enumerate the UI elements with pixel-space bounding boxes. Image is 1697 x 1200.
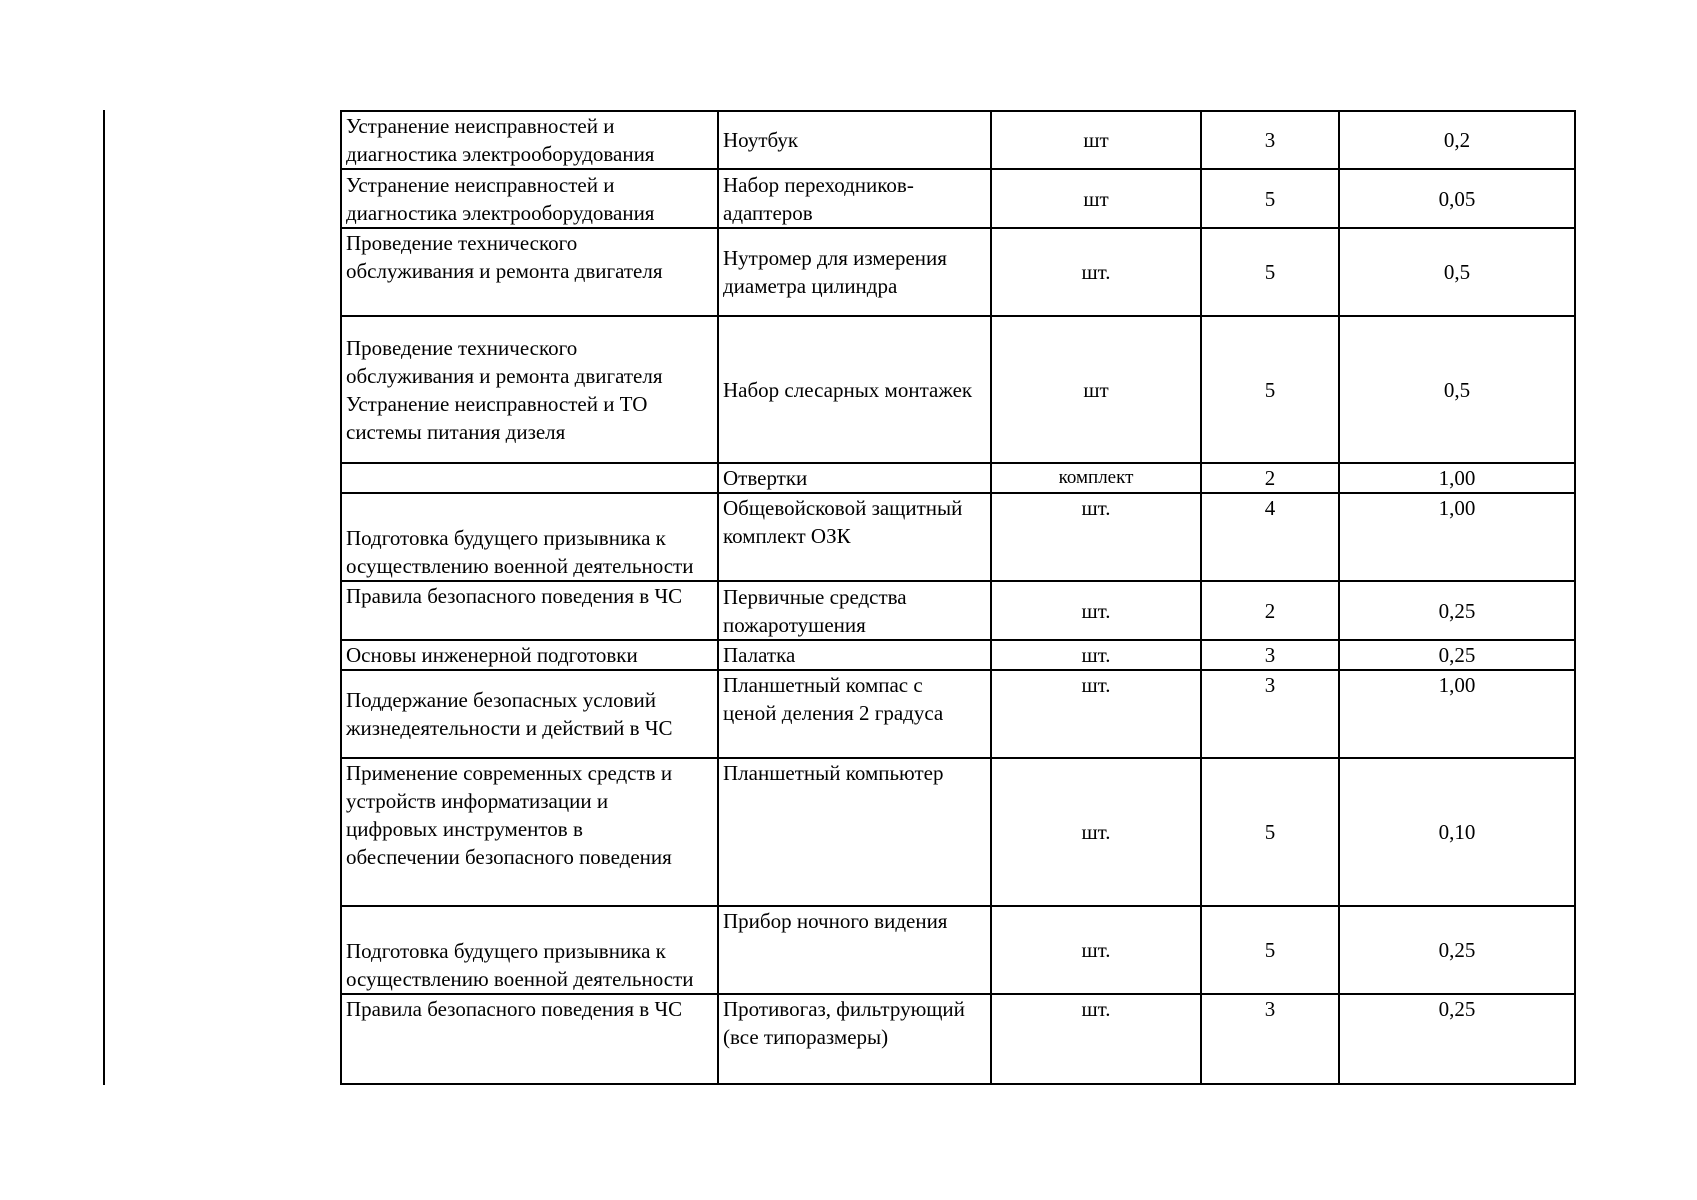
unit-cell: шт. <box>991 581 1201 640</box>
unit-cell: шт. <box>991 228 1201 316</box>
unit-cell: шт <box>991 111 1201 169</box>
section-cell: Основы инженерной подготовки <box>341 640 718 670</box>
unit-cell: шт. <box>991 640 1201 670</box>
equipment-cell: Планшетный компас с ценой деления 2 градуса <box>718 670 991 758</box>
section-cell: Проведение технического обслуживания и ремонта двигателя Устранение неисправностей и ТО системы питания дизеля <box>341 316 718 463</box>
table-row <box>341 581 1575 640</box>
quantity-cell: 4 <box>1201 493 1339 581</box>
equipment-cell: Прибор ночного видения <box>718 906 991 994</box>
table-row <box>341 906 1575 994</box>
unit-cell: шт <box>991 316 1201 463</box>
table-row <box>341 670 1575 758</box>
unit-cell: шт. <box>991 994 1201 1084</box>
norm-cell: 1,00 <box>1339 463 1575 493</box>
unit-cell: шт. <box>991 758 1201 906</box>
equipment-cell: Отвертки <box>718 463 991 493</box>
margin-rule <box>103 110 105 1085</box>
section-cell: Правила безопасного поведения в ЧС <box>341 581 718 640</box>
section-cell: Применение современных средств и устройств информатизации и цифровых инструментов в обеспечении безопасного поведения <box>341 758 718 906</box>
quantity-cell: 3 <box>1201 670 1339 758</box>
quantity-cell: 5 <box>1201 169 1339 228</box>
section-cell: Устранение неисправностей и диагностика электрооборудования <box>341 169 718 228</box>
table-row <box>341 758 1575 906</box>
table-row <box>341 169 1575 228</box>
quantity-cell: 3 <box>1201 111 1339 169</box>
unit-cell: шт. <box>991 670 1201 758</box>
norm-cell: 0,2 <box>1339 111 1575 169</box>
norm-cell: 0,25 <box>1339 906 1575 994</box>
unit-cell: шт. <box>991 493 1201 581</box>
unit-cell: шт. <box>991 906 1201 994</box>
norm-cell: 0,25 <box>1339 640 1575 670</box>
quantity-cell: 3 <box>1201 994 1339 1084</box>
norm-cell: 0,25 <box>1339 994 1575 1084</box>
norm-cell: 0,25 <box>1339 581 1575 640</box>
norm-cell: 0,05 <box>1339 169 1575 228</box>
section-cell: Правила безопасного поведения в ЧС <box>341 994 718 1084</box>
equipment-cell: Противогаз, фильтрующий (все типоразмеры) <box>718 994 991 1084</box>
section-cell: Подготовка будущего призывника к осуществлению военной деятельности <box>341 906 718 994</box>
equipment-cell: Набор слесарных монтажек <box>718 316 991 463</box>
norm-cell: 1,00 <box>1339 670 1575 758</box>
table-row <box>341 994 1575 1084</box>
section-cell: Устранение неисправностей и диагностика электрооборудования <box>341 111 718 169</box>
norm-cell: 0,10 <box>1339 758 1575 906</box>
quantity-cell: 2 <box>1201 581 1339 640</box>
equipment-cell: Нутромер для измерения диаметра цилиндра <box>718 228 991 316</box>
equipment-table-body <box>341 111 1575 1084</box>
equipment-cell: Палатка <box>718 640 991 670</box>
norm-cell: 0,5 <box>1339 316 1575 463</box>
section-cell: Проведение технического обслуживания и ремонта двигателя <box>341 228 718 316</box>
section-cell: Поддержание безопасных условий жизнедеятельности и действий в ЧС <box>341 670 718 758</box>
equipment-cell: Набор переходников- адаптеров <box>718 169 991 228</box>
table-row <box>341 228 1575 316</box>
table-row <box>341 111 1575 169</box>
equipment-cell: Планшетный компьютер <box>718 758 991 906</box>
quantity-cell: 5 <box>1201 758 1339 906</box>
equipment-table <box>340 110 1576 1085</box>
quantity-cell: 5 <box>1201 906 1339 994</box>
norm-cell: 1,00 <box>1339 493 1575 581</box>
equipment-cell: Первичные средства пожаротушения <box>718 581 991 640</box>
table-row <box>341 640 1575 670</box>
quantity-cell: 5 <box>1201 316 1339 463</box>
table-row <box>341 463 1575 493</box>
quantity-cell: 5 <box>1201 228 1339 316</box>
quantity-cell: 3 <box>1201 640 1339 670</box>
unit-cell: комплект <box>991 463 1201 493</box>
table-row <box>341 316 1575 463</box>
norm-cell: 0,5 <box>1339 228 1575 316</box>
quantity-cell: 2 <box>1201 463 1339 493</box>
equipment-cell: Общевойсковой защитный комплект ОЗК <box>718 493 991 581</box>
section-cell <box>341 463 718 493</box>
equipment-cell: Ноутбук <box>718 111 991 169</box>
unit-cell: шт <box>991 169 1201 228</box>
table-row <box>341 493 1575 581</box>
section-cell: Подготовка будущего призывника к осуществлению военной деятельности <box>341 493 718 581</box>
